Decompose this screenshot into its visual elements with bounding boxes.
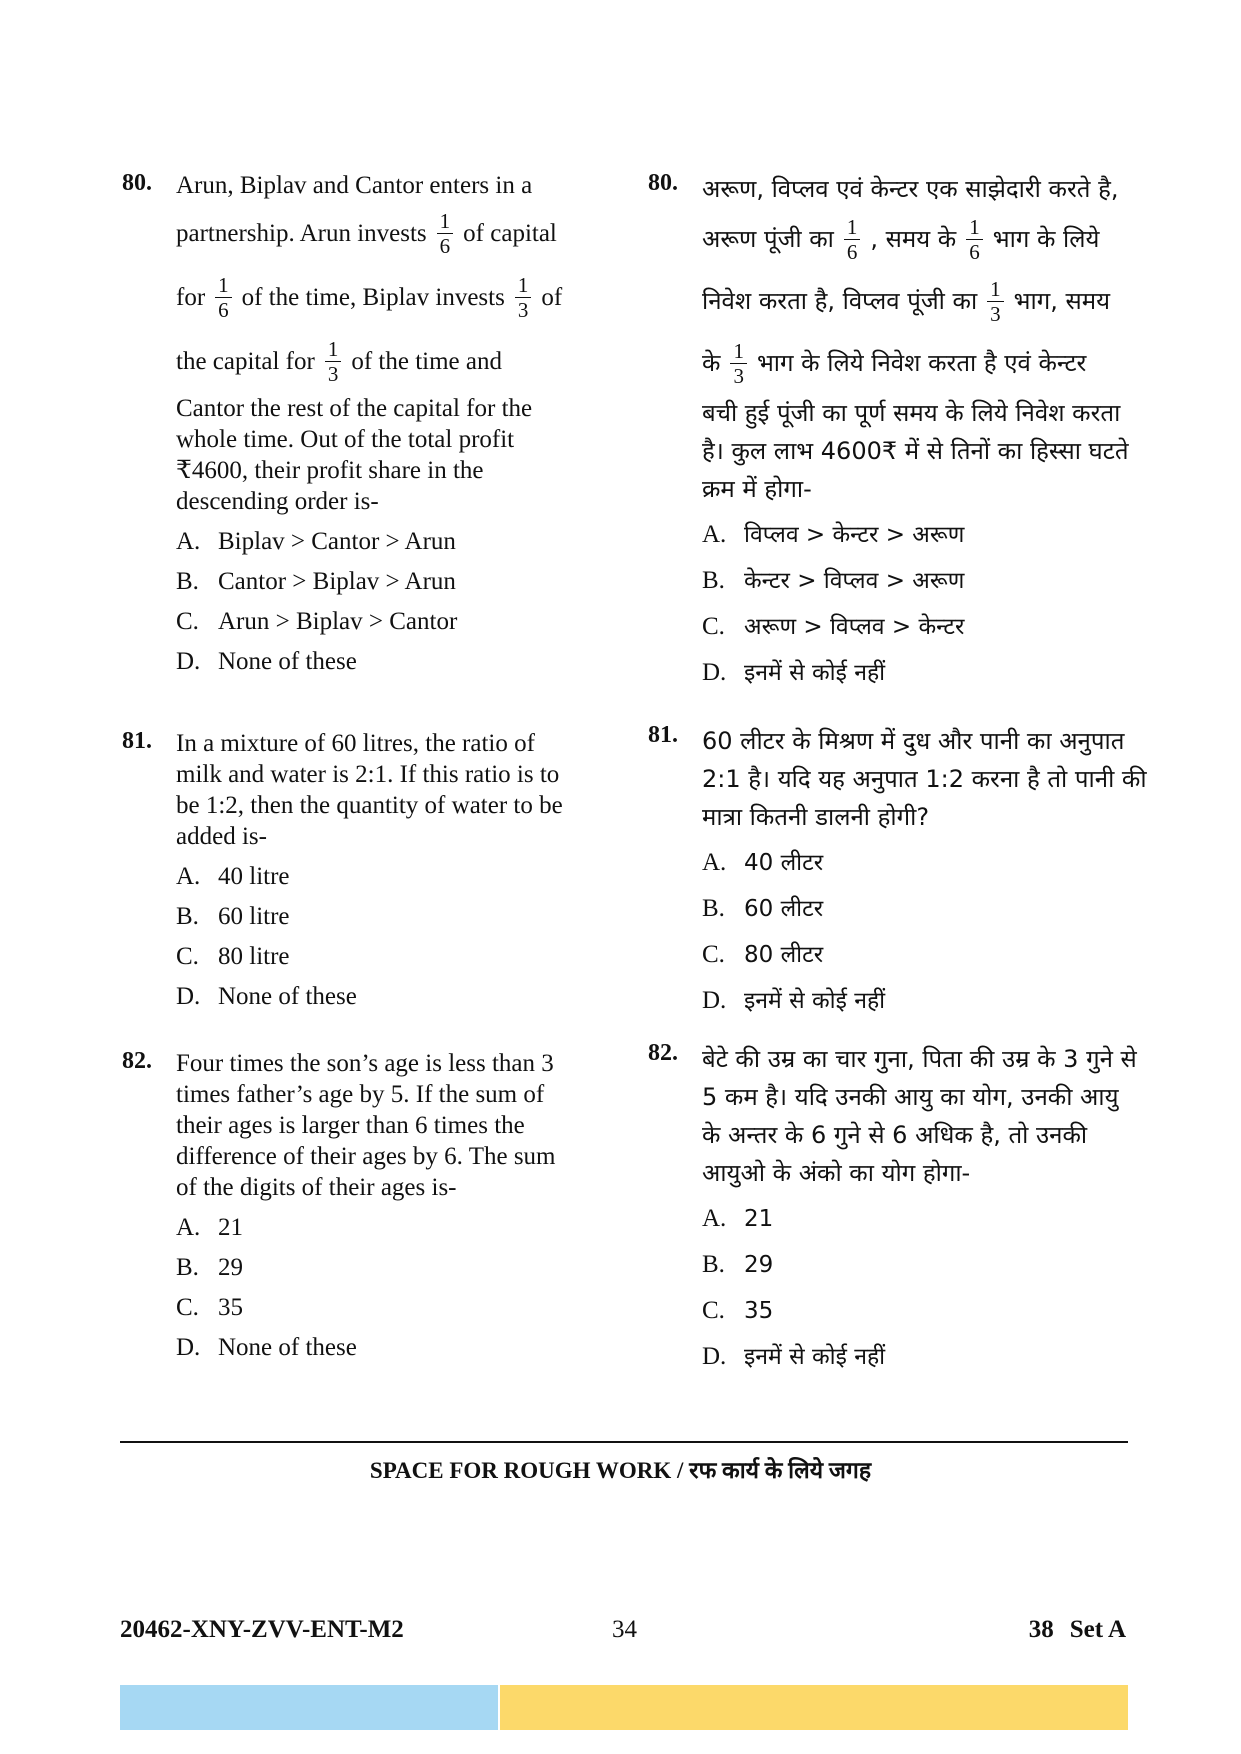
option-b: B. केन्टर > विप्लव > अरूण — [702, 567, 965, 594]
fraction: 1 6 — [966, 215, 983, 264]
question-text: for 1 6 of the time, Biplav invests 1 3 of — [176, 272, 563, 322]
option-c: C. 80 लीटर — [702, 941, 824, 968]
question-text: of the digits of their ages is- — [176, 1174, 457, 1201]
options-list — [176, 521, 602, 681]
question-text: Cantor the rest of the capital for the — [176, 395, 533, 422]
fraction: 1 6 — [215, 273, 232, 322]
question-number: 82. — [122, 1048, 152, 1074]
question-text: be 1:2, then the quantity of water to be — [176, 792, 563, 819]
page-number: 34 — [612, 1616, 637, 1643]
option-a: A. 21 — [702, 1205, 774, 1232]
option-d: D. इनमें से कोई नहीं — [702, 1343, 886, 1370]
question-number: 80. — [122, 170, 152, 196]
question-text: निवेश करता है, विप्लव पूंजी का 1 3 भाग, समय — [702, 276, 1111, 326]
question-text: आयुओ के अंको का योग होगा- — [702, 1159, 971, 1187]
fraction: 1 6 — [844, 215, 861, 264]
question-text: के अन्तर के 6 गुने से 6 अधिक है, तो उनकी — [702, 1121, 1088, 1149]
question-text: 5 कम है। यदि उनकी आयु का योग, उनकी आयु — [702, 1083, 1119, 1111]
options-list — [702, 512, 1126, 696]
footer-yellow-bar — [500, 1685, 1128, 1730]
options-list — [702, 1196, 1126, 1380]
option-b: B. 60 litre — [176, 902, 290, 930]
option-a: A. 40 litre — [176, 862, 290, 890]
question-text: difference of their ages by 6. The sum — [176, 1143, 556, 1170]
question-80-en — [122, 170, 602, 681]
question-81-en — [122, 728, 602, 1016]
question-text: क्रम में होगा- — [702, 475, 812, 503]
question-text: मात्रा कितनी डालनी होगी? — [702, 803, 930, 831]
fraction: 1 3 — [325, 337, 342, 386]
fraction: 1 3 — [515, 273, 532, 322]
question-number: 81. — [648, 722, 678, 748]
question-text: times father’s age by 5. If the sum of — [176, 1081, 545, 1108]
question-text: In a mixture of 60 litres, the ratio of — [176, 730, 535, 757]
question-text: के 1 3 भाग के लिये निवेश करता है एवं केन्टर — [702, 338, 1087, 388]
option-c: C. 35 — [176, 1293, 243, 1321]
option-c: C. अरूण > विप्लव > केन्टर — [702, 613, 965, 640]
option-b: B. 29 — [176, 1253, 243, 1281]
question-text: ₹4600, their profit share in the — [176, 457, 484, 484]
question-text: added is- — [176, 823, 267, 850]
option-a: A. 21 — [176, 1213, 243, 1241]
option-a: A. विप्लव > केन्टर > अरूण — [702, 521, 965, 548]
question-number: 81. — [122, 728, 152, 754]
fraction: 1 3 — [730, 339, 747, 388]
question-81-hi — [648, 722, 1147, 1024]
question-text: अरूण, विप्लव एवं केन्टर एक साझेदारी करते है, — [702, 175, 1119, 203]
question-text: बची हुई पूंजी का पूर्ण समय के लिये निवेश करता — [702, 399, 1121, 427]
set-label — [1029, 1616, 1126, 1644]
question-text: 2:1 है। यदि यह अनुपात 1:2 करना है तो पानी की — [702, 765, 1147, 793]
question-text: Four times the son’s age is less than 3 — [176, 1050, 554, 1077]
fraction: 1 3 — [987, 277, 1004, 326]
question-text: the capital for 1 3 of the time and — [176, 336, 502, 386]
question-82-en — [122, 1048, 602, 1367]
options-list — [702, 840, 1126, 1024]
set-name: Set A — [1069, 1616, 1126, 1643]
option-a: A. Biplav > Cantor > Arun — [176, 527, 456, 555]
question-text: बेटे की उम्र का चार गुना, पिता की उम्र के 3 गुने से — [702, 1045, 1137, 1073]
question-text: अरूण पूंजी का 1 6 , समय के 1 6 भाग के लिये — [702, 214, 1100, 264]
question-text: their ages is larger than 6 times the — [176, 1112, 525, 1139]
question-number: 80. — [648, 170, 678, 196]
options-list — [176, 856, 602, 1016]
option-d: D. None of these — [176, 982, 357, 1010]
question-82-hi — [648, 1040, 1137, 1380]
options-list — [176, 1207, 602, 1367]
rough-work-label: SPACE FOR ROUGH WORK / रफ कार्य के लिये जगह — [369, 1458, 872, 1483]
question-number: 82. — [648, 1040, 678, 1066]
option-a: A. 40 लीटर — [702, 849, 824, 876]
option-d: D. None of these — [176, 1333, 357, 1361]
option-b: B. Cantor > Biplav > Arun — [176, 567, 456, 595]
option-b: B. 29 — [702, 1251, 774, 1278]
question-text: 60 लीटर के मिश्रण में दुध और पानी का अनुपात — [702, 727, 1125, 755]
fraction: 1 6 — [437, 209, 454, 258]
question-text: Arun, Biplav and Cantor enters in a — [176, 172, 533, 199]
question-text: partnership. Arun invests 1 6 of capital — [176, 208, 557, 258]
question-80-hi — [648, 170, 1129, 696]
option-c: C. 80 litre — [176, 942, 290, 970]
question-text: milk and water is 2:1. If this ratio is to — [176, 761, 560, 788]
total-pages: 38 — [1028, 1616, 1054, 1643]
option-b: B. 60 लीटर — [702, 895, 824, 922]
option-d: D. None of these — [176, 647, 357, 675]
footer-blue-bar — [120, 1685, 498, 1730]
question-text: है। कुल लाभ 4600₹ में से तिनों का हिस्सा घटते — [702, 437, 1129, 465]
divider-rule — [120, 1441, 1128, 1443]
paper-code: 20462-XNY-ZVV-ENT-M2 — [120, 1616, 404, 1643]
option-c: C. Arun > Biplav > Cantor — [176, 607, 458, 635]
option-d: D. इनमें से कोई नहीं — [702, 659, 886, 686]
question-text: whole time. Out of the total profit — [176, 426, 515, 453]
option-d: D. इनमें से कोई नहीं — [702, 987, 886, 1014]
question-text: descending order is- — [176, 488, 379, 515]
option-c: C. 35 — [702, 1297, 774, 1324]
